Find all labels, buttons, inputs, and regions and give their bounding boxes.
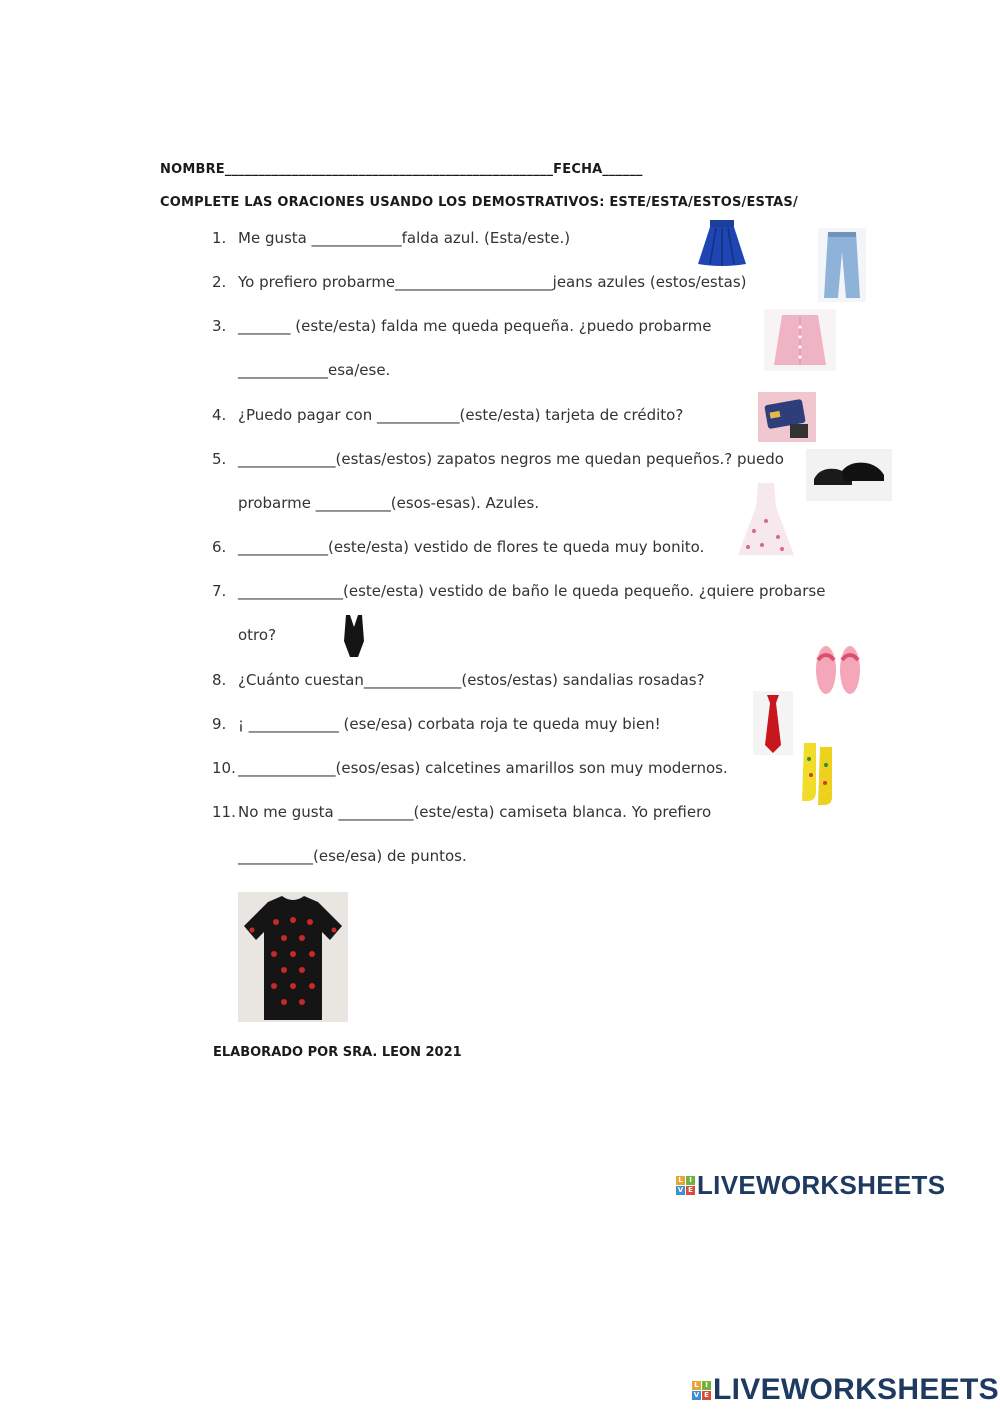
brand-name: LIVEWORKSHEETS (697, 1170, 946, 1200)
name-date-line: NOMBRE_________________________________________________FECHA______ (160, 162, 643, 177)
liveworksheets-logo-mid (676, 1170, 945, 1201)
question-number: 6. (212, 538, 227, 556)
question-text: ¿Cuánto cuestan_____________(estos/estas) sandalias rosadas? (238, 671, 705, 689)
logo-letter: I (702, 1381, 711, 1390)
question-text: _____________(estas/estos) zapatos negros me quedan pequeños.? puedo (238, 450, 784, 468)
floral-dress-icon (734, 481, 798, 559)
logo-letter: V (693, 1390, 700, 1399)
question-4[interactable] (212, 406, 683, 424)
question-text: ¡ ____________ (ese/esa) corbata roja te queda muy bien! (238, 715, 661, 733)
logo-letter: E (702, 1391, 711, 1400)
black-shoes-icon (806, 449, 892, 501)
question-number: 2. (212, 273, 227, 291)
logo-letter: E (686, 1186, 695, 1195)
question-number: 9. (212, 715, 227, 733)
credit-card-icon (758, 392, 816, 442)
liveworksheets-logo-bottom (692, 1373, 999, 1407)
question-number: 3. (212, 317, 227, 335)
question-3-cont[interactable] (212, 361, 390, 379)
yellow-socks-icon (800, 741, 838, 807)
question-5[interactable] (212, 450, 784, 468)
question-text: _____________(esos/esas) calcetines amarillos son muy modernos. (238, 759, 728, 777)
question-8[interactable] (212, 671, 705, 689)
question-3[interactable] (212, 317, 711, 335)
question-1[interactable] (212, 229, 570, 247)
question-text: Yo prefiero probarme_____________________jeans azules (estos/estas) (238, 273, 747, 291)
red-tie-icon (753, 691, 793, 755)
question-6[interactable] (212, 538, 704, 556)
liveworksheets-icon (676, 1176, 695, 1195)
brand-name: LIVEWORKSHEETS (713, 1373, 999, 1406)
instructions: COMPLETE LAS ORACIONES USANDO LOS DEMOSTRATIVOS: ESTE/ESTA/ESTOS/ESTAS/ (160, 195, 798, 210)
logo-letter: V (677, 1186, 684, 1194)
question-11[interactable] (212, 803, 711, 821)
question-7[interactable] (212, 582, 825, 600)
question-11-cont[interactable] (212, 847, 467, 865)
polka-dot-shirt-icon (238, 892, 348, 1022)
question-text: otro? (238, 626, 277, 644)
question-text: _______ (este/esta) falda me queda pequeña. ¿puedo probarme (238, 317, 712, 335)
logo-letter: L (692, 1381, 701, 1390)
question-number: 8. (212, 671, 227, 689)
pink-skirt-icon (764, 309, 836, 371)
question-text: ____________(este/esta) vestido de flores te queda muy bonito. (238, 538, 705, 556)
question-number: 4. (212, 406, 227, 424)
question-number: 11. (212, 803, 236, 821)
jeans-icon (818, 228, 866, 302)
question-5-cont[interactable] (212, 494, 539, 512)
question-number: 7. (212, 582, 227, 600)
logo-letter: I (686, 1176, 695, 1185)
author-credit: ELABORADO POR SRA. LEON 2021 (213, 1045, 462, 1060)
swimsuit-icon (340, 613, 368, 659)
question-7-cont[interactable] (212, 626, 276, 644)
liveworksheets-icon (692, 1381, 711, 1400)
pink-sandals-icon (810, 640, 866, 698)
logo-letter: L (676, 1176, 685, 1185)
question-text: probarme __________(esos-esas). Azules. (238, 494, 540, 512)
question-number: 10. (212, 759, 236, 777)
question-number: 1. (212, 229, 227, 247)
question-text: ____________esa/ese. (238, 361, 391, 379)
question-10[interactable] (212, 759, 728, 777)
question-text: __________(ese/esa) de puntos. (238, 847, 467, 865)
question-text: Me gusta ____________falda azul. (Esta/este.) (238, 229, 571, 247)
question-text: ¿Puedo pagar con ___________(este/esta) tarjeta de crédito? (238, 406, 684, 424)
question-2[interactable] (212, 273, 747, 291)
question-number: 5. (212, 450, 227, 468)
question-text: ______________(este/esta) vestido de baño le queda pequeño. ¿quiere probarse (238, 582, 826, 600)
blue-skirt-icon (696, 218, 748, 268)
question-text: No me gusta __________(este/esta) camiseta blanca. Yo prefiero (238, 803, 712, 821)
question-9[interactable] (212, 715, 661, 733)
